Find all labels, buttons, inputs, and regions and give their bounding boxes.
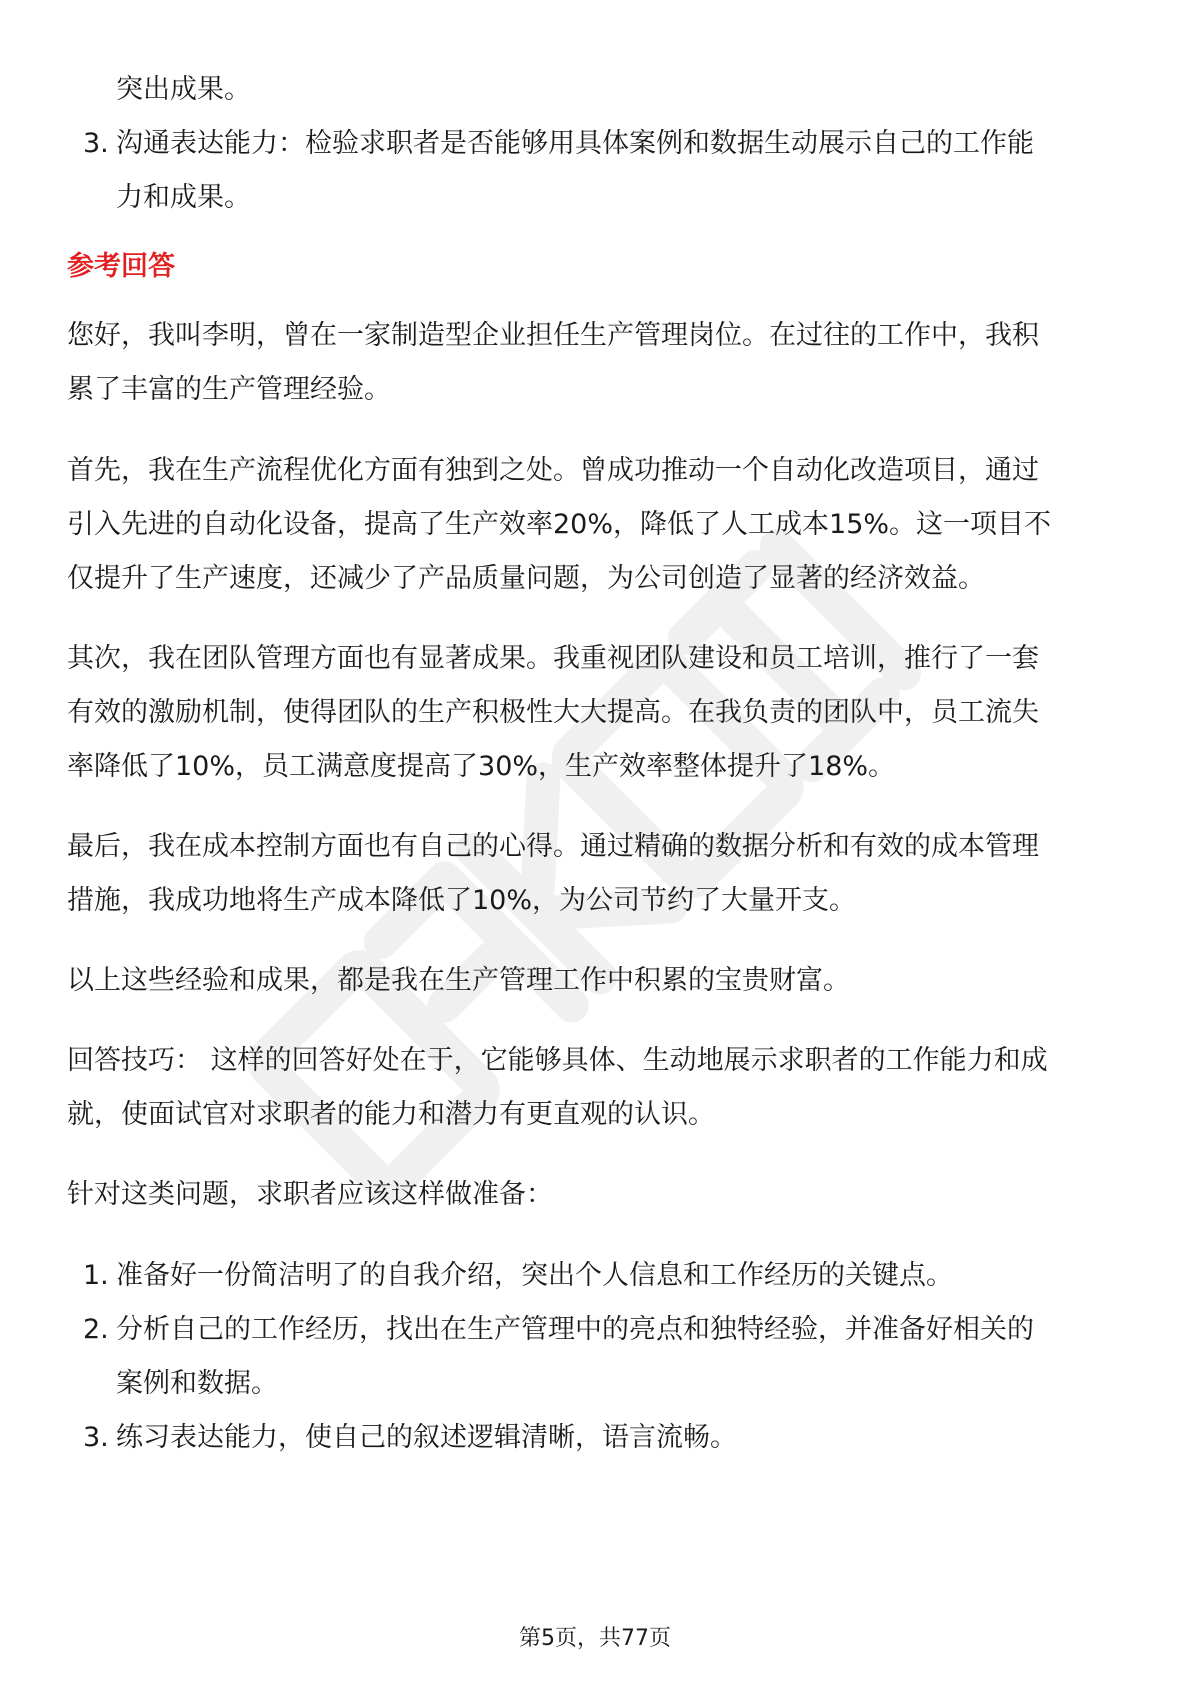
criteria-item-3-text: 沟通表达能力：检验求职者是否能够用具体案例和数据生动展示自己的工作能 [116,128,1034,159]
first-point-line1: 首先，我在生产流程优化方面有独到之处。曾成功推动一个自动化改造项目，通过 [67,455,1039,486]
prep-intro: 针对这类问题，求职者应该这样做准备： [67,1179,553,1210]
intro-paragraph-line2: 累了丰富的生产管理经验。 [67,374,391,405]
prep-item-1-text: 准备好一份简洁明了的自我介绍，突出个人信息和工作经历的关键点。 [116,1260,953,1291]
second-point-line3: 率降低了10%，员工满意度提高了30%，生产效率整体提升了18%。 [67,751,896,782]
criteria-item-3-number: 3. [83,128,109,159]
first-point-line3: 仅提升了生产速度，还减少了产品质量问题，为公司创造了显著的经济效益。 [67,563,985,594]
summary-paragraph: 以上这些经验和成果，都是我在生产管理工作中积累的宝贵财富。 [67,965,850,996]
criteria-item-3-text-cont: 力和成果。 [116,182,251,213]
prep-item-2-text-cont: 案例和数据。 [116,1368,278,1399]
prep-item-2-number: 2. [83,1314,109,1345]
tips-paragraph-line1: 回答技巧： 这样的回答好处在于，它能够具体、生动地展示求职者的工作能力和成 [67,1045,1048,1076]
prep-item-2-text: 分析自己的工作经历，找出在生产管理中的亮点和独特经验，并准备好相关的 [116,1314,1034,1345]
prep-item-1-number: 1. [83,1260,109,1291]
criteria-item-2-continuation: 突出成果。 [116,74,251,105]
second-point-line2: 有效的激励机制，使得团队的生产积极性大大提高。在我负责的团队中，员工流失 [67,697,1039,728]
last-point-line2: 措施，我成功地将生产成本降低了10%，为公司节约了大量开支。 [67,885,857,916]
last-point-line1: 最后，我在成本控制方面也有自己的心得。通过精确的数据分析和有效的成本管理 [67,831,1039,862]
answer-heading: 参考回答 [67,251,175,282]
prep-item-3-text: 练习表达能力，使自己的叙述逻辑清晰，语言流畅。 [116,1422,737,1453]
first-point-line2: 引入先进的自动化设备，提高了生产效率20%，降低了人工成本15%。这一项目不 [67,509,1052,540]
intro-paragraph-line1: 您好，我叫李明，曾在一家制造型企业担任生产管理岗位。在过往的工作中，我积 [67,320,1039,351]
prep-item-3-number: 3. [83,1422,109,1453]
second-point-line1: 其次，我在团队管理方面也有显著成果。我重视团队建设和员工培训，推行了一套 [67,643,1039,674]
page-number-footer: 第5页，共77页 [519,1626,671,1651]
tips-paragraph-line2: 就，使面试官对求职者的能力和潜力有更直观的认识。 [67,1099,715,1130]
